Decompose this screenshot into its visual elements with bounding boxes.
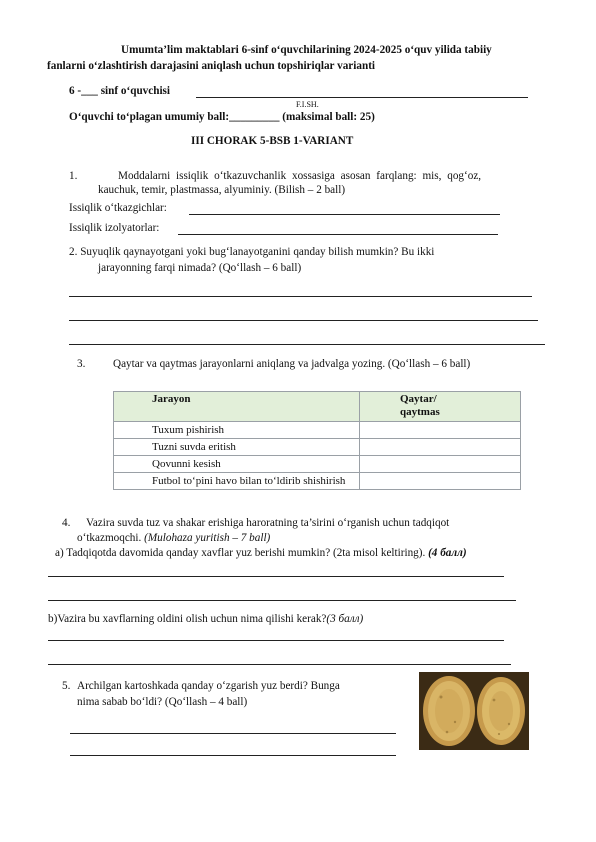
q2-text-1: 2. Suyuqlik qaynayotgani yoki bug‘lanayotganini qanday bilish mumkin? Bu ikki — [69, 246, 435, 258]
col-header-type-line1: Qaytar/ — [400, 393, 437, 405]
q4-text-2: o‘tkazmoqchi. — [77, 532, 142, 544]
fish-caption: F.I.SH. — [296, 100, 319, 109]
process-name: Tuzni suvda eritish — [114, 439, 360, 456]
q4b-points: (3 балл) — [326, 613, 364, 625]
name-line[interactable] — [196, 97, 528, 98]
q4a-answer-line-1[interactable] — [48, 576, 504, 577]
conductors-answer-line[interactable] — [189, 214, 500, 215]
potato-photo — [419, 672, 529, 750]
q2-answer-line-1[interactable] — [69, 296, 532, 297]
q4a-wrap — [55, 547, 467, 559]
q2-text-2: jarayonning farqi nimada? (Qo‘llash – 6 ball) — [98, 262, 302, 274]
process-name: Tuxum pishirish — [114, 422, 360, 439]
variant-title: III CHORAK 5-BSB 1-VARIANT — [191, 135, 354, 147]
table-row — [114, 422, 521, 439]
process-name: Futbol to‘pini havo bilan to‘ldirib shishirish — [114, 473, 360, 490]
process-name: Qovunni kesish — [114, 456, 360, 473]
conductors-label: Issiqlik o‘tkazgichlar: — [69, 202, 167, 214]
answer-cell[interactable] — [360, 473, 521, 490]
col-header-process: Jarayon — [114, 392, 360, 422]
q5-number: 5. — [62, 680, 71, 692]
q2-answer-line-3[interactable] — [69, 344, 545, 345]
q2-answer-line-2[interactable] — [69, 320, 538, 321]
q3-text: Qaytar va qaytmas jarayonlarni aniqlang va jadvalga yozing. (Qo‘llash – 6 ball) — [113, 358, 471, 370]
q4b-answer-line-2[interactable] — [48, 664, 511, 665]
table-header-row — [114, 392, 521, 422]
q1-text-2: kauchuk, temir, plastmassa, alyuminiy. (Bilish – 2 ball) — [98, 184, 346, 196]
class-label: 6 -___ sinf o‘quvchisi — [69, 85, 171, 97]
q4-text-1: Vazira suvda tuz va shakar erishiga haroratning ta’sirini o‘rganish uchun tadqiqot — [86, 517, 450, 529]
q1-text-1: Moddalarni issiqlik o‘tkazuvchanlik xossasiga asosan farqlang: mis, qog‘oz, — [118, 170, 482, 182]
table-row — [114, 439, 521, 456]
score-label: O‘quvchi to‘plagan umumiy ball:_________ (maksimal ball: 25) — [69, 111, 375, 123]
insulators-label: Issiqlik izolyatorlar: — [69, 222, 160, 234]
q5-text-2: nima sabab bo‘ldi? (Qo‘llash – 4 ball) — [77, 696, 248, 708]
title-line-1: Umumta’lim maktablari 6-sinf o‘quvchilarining 2024-2025 o‘quv yilida tabiiy — [121, 44, 492, 56]
col-header-type-line2: qaytmas — [400, 406, 440, 418]
q4a-answer-line-2[interactable] — [48, 600, 516, 601]
q4-text-2-wrap — [77, 532, 270, 544]
q4b-wrap — [48, 613, 363, 625]
q5-answer-line-2[interactable] — [70, 755, 396, 756]
q4b-text: b)Vazira bu xavflarning oldini olish uchun nima qilishi kerak? — [48, 613, 327, 625]
q1-number: 1. — [69, 170, 78, 182]
title-line-2: fanlarni o‘zlashtirish darajasini aniqlash uchun topshiriqlar varianti — [47, 60, 376, 72]
q4a-points: (4 балл) — [428, 547, 467, 559]
answer-cell[interactable] — [360, 439, 521, 456]
col-header-type — [360, 392, 521, 422]
q4-number: 4. — [62, 517, 71, 529]
q4a-text: a) Tadqiqotda davomida qanday xavflar yuz berishi mumkin? (2ta misol keltiring). — [55, 547, 426, 559]
q3-number: 3. — [77, 358, 86, 370]
q5-text-1: Archilgan kartoshkada qanday o‘zgarish yuz berdi? Bunga — [77, 680, 340, 692]
potato-illustration — [419, 672, 529, 750]
process-table — [113, 391, 521, 490]
table-row — [114, 473, 521, 490]
q4-points: (Mulohaza yuritish – 7 ball) — [144, 532, 271, 544]
table-row — [114, 456, 521, 473]
q5-answer-line-1[interactable] — [70, 733, 396, 734]
answer-cell[interactable] — [360, 422, 521, 439]
insulators-answer-line[interactable] — [178, 234, 498, 235]
answer-cell[interactable] — [360, 456, 521, 473]
q4b-answer-line-1[interactable] — [48, 640, 504, 641]
